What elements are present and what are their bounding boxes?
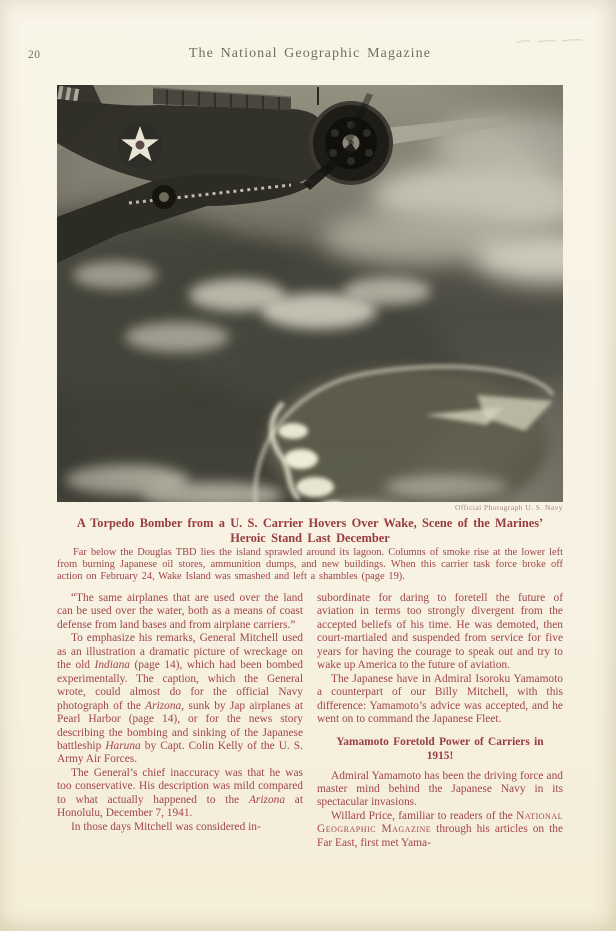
paragraph-mitchell-illustration [57, 632, 303, 767]
paragraph-driving-force: Admiral Yamamoto has been the driving force and master mind behind the Japanese Navy in its spectacular invasions. [317, 769, 563, 809]
ship-name-indiana: Indiana [94, 659, 130, 672]
photo-caption-body: Far below the Douglas TBD lies the island sprawled around its lagoon. Columns of smoke rise at the lower left from burning Japanese oil stores, ammunition dumps, and new buildings. When this carrier task force broke off action on February 24, Wake Island was smashed and left a shambles (page 19). [57, 547, 563, 583]
text-run: by Capt. Colin Kelly of the U. S. Army Air Forces. [57, 739, 303, 766]
text-run: (page 14), which had been bombed experimentally. The caption, which the General wrote, could almost do for the official Navy photograph of the [57, 659, 303, 712]
photo-credit: Official Photograph U. S. Navy [454, 503, 563, 512]
aerial-photo-wake-island [57, 85, 563, 502]
paragraph-yamamoto-counterpart: The Japanese have in Admiral Isoroku Yamamoto a counterpart of our Billy Mitchell, with this difference: Yamamoto’s advice was accepted, and he went on to command the Japanese Fleet. [317, 672, 563, 726]
ship-name-haruna: Haruna [105, 739, 141, 752]
photo-caption-title [50, 516, 570, 545]
section-subheading: Yamamoto Foretold Power of Carriers in 1915! [336, 735, 544, 763]
right-column [317, 592, 563, 850]
article-body [57, 592, 563, 850]
paragraph-those-days: In those days Mitchell was considered in- [71, 820, 261, 833]
photo-vignette [57, 85, 563, 502]
pencil-mark [514, 34, 584, 48]
paragraph-willard-price [317, 810, 563, 850]
text-run: Willard Price, familiar to readers of the [331, 809, 517, 822]
paragraph-inaccuracy [57, 767, 303, 821]
paragraph-continuation: subordinate for daring to foretell the future of aviation in terms too strongly divergent from the accepted beliefs of his time. He was demoted, then court-martialed and suspended from service for five years for having the courage to speak out and try to wake up America to the future of aviation. [317, 592, 563, 672]
text-run: , sunk by Jap airplanes at Pearl Harbor (page 14), or for the news story describing the bombing and sinking of the Japanese battleship [57, 699, 303, 752]
text-run: through his articles on the Far East, first met Yama- [317, 823, 563, 849]
text-run: To emphasize his remarks, General Mitchell used as an illustration a dramatic picture of wreckage on the old [57, 632, 303, 672]
magazine-name-smallcaps: National Geographic Magazine [317, 809, 563, 836]
page-number: 20 [28, 49, 41, 61]
left-column [57, 592, 303, 850]
running-header-title: The National Geographic Magazine [188, 46, 432, 61]
text-run: The General’s chief inaccuracy was that he was too conservative. His description was mild compared to what actually happened to the [57, 766, 303, 806]
ship-name-arizona: Arizona [248, 793, 286, 806]
caption-title-line1: A Torpedo Bomber from a U. S. Carrier Hovers Over Wake, Scene of the Marines’ [76, 516, 544, 530]
ship-name-arizona: Arizona [145, 699, 182, 712]
text-run: at Honolulu, December 7, 1941. [57, 793, 303, 820]
paragraph-quote: “The same airplanes that are used over the land can be used over the water, both as a means of coast defense from land bases and from airplane carriers.” [57, 592, 303, 631]
caption-title-line2: Heroic Stand Last December [230, 530, 390, 545]
photo-illustration [57, 85, 563, 502]
